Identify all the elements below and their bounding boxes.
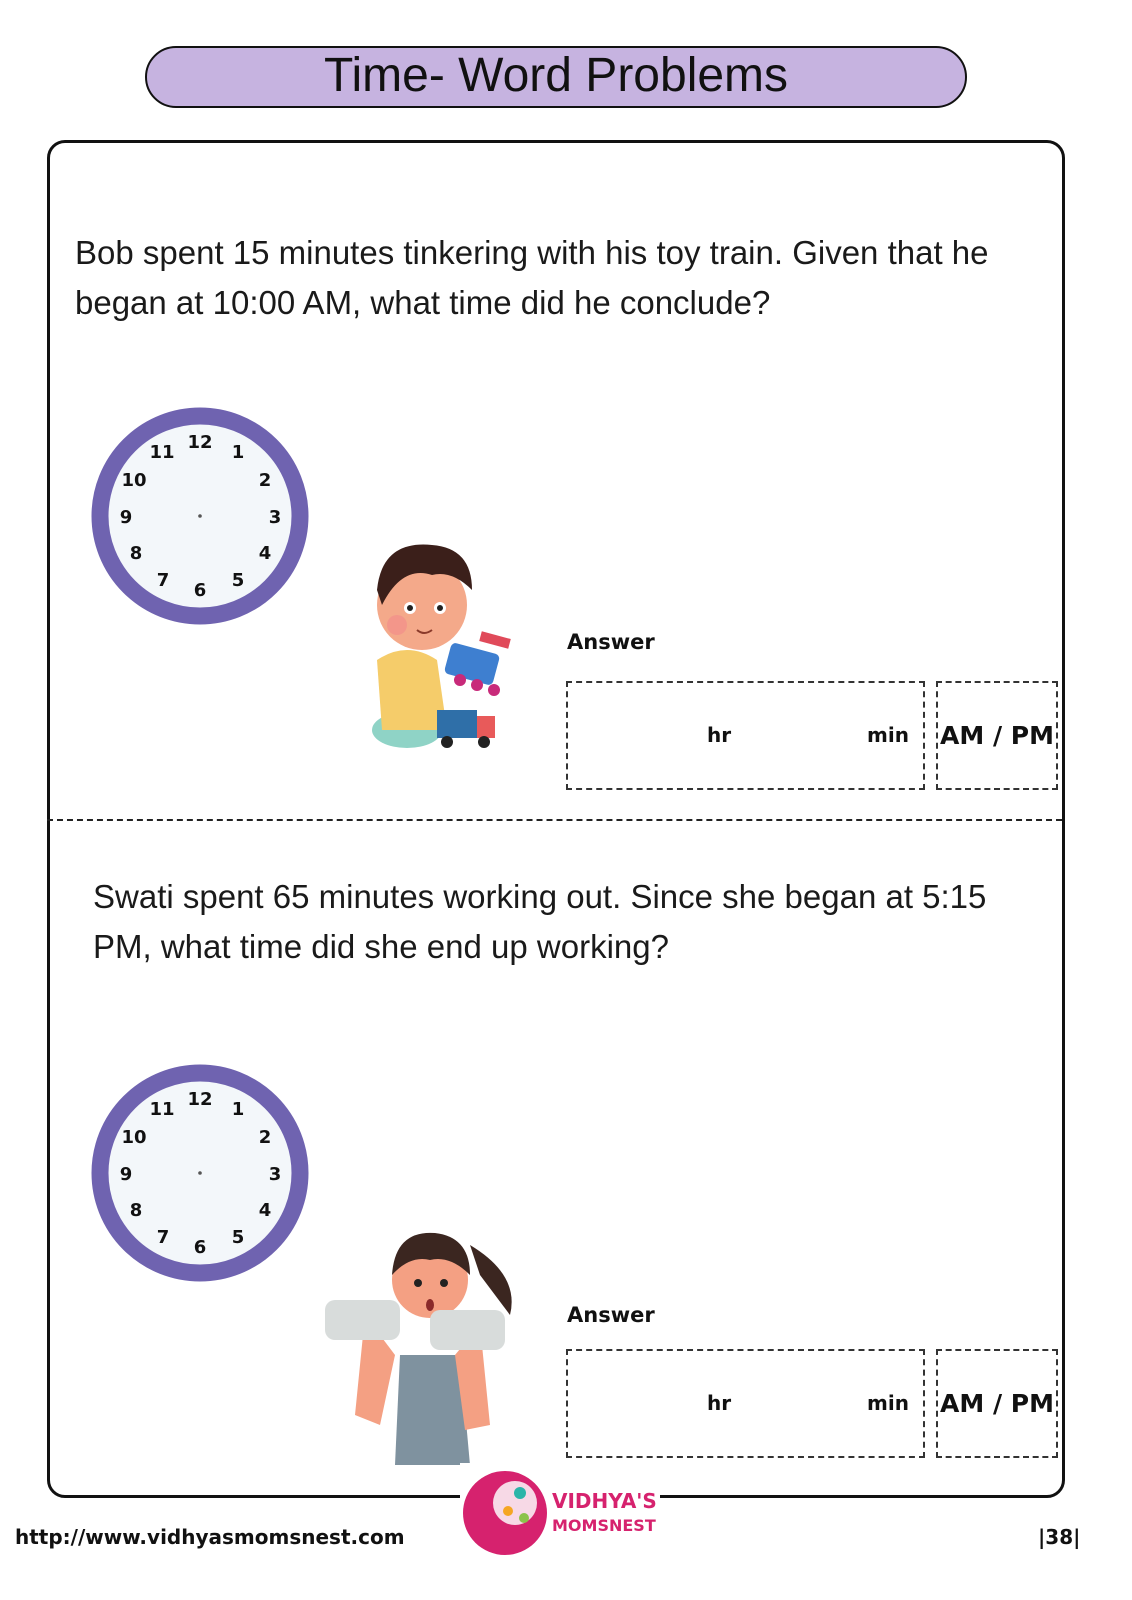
svg-text:5: 5: [231, 1227, 245, 1248]
svg-text:6: 6: [193, 580, 207, 601]
svg-text:12: 12: [187, 432, 213, 453]
svg-text:8: 8: [129, 1200, 143, 1221]
page-number: |38|: [1038, 1525, 1081, 1549]
hr-label: hr: [707, 1391, 732, 1415]
svg-text:1: 1: [231, 1099, 245, 1120]
svg-text:8: 8: [129, 543, 143, 564]
answer-label-1: Answer: [567, 630, 655, 654]
svg-text:2: 2: [258, 470, 272, 491]
svg-text:9: 9: [119, 507, 133, 528]
clock-face-icon: [90, 406, 310, 626]
ampm-label: AM / PM: [940, 721, 1054, 750]
footer-url-link[interactable]: http://www.vidhyasmomsnest.com: [15, 1525, 405, 1549]
question-1-text: Bob spent 15 minutes tinkering with his toy train. Given that he began at 10:00 AM, what time did he conclude?: [75, 234, 989, 321]
time-answer-box-2[interactable]: [566, 1349, 925, 1458]
svg-text:7: 7: [156, 1227, 170, 1248]
svg-text:6: 6: [193, 1237, 207, 1258]
svg-text:10: 10: [121, 1127, 147, 1148]
svg-text:11: 11: [149, 1099, 175, 1120]
min-label: min: [867, 1391, 909, 1415]
vidhyas-momsnest-logo: [460, 1463, 660, 1563]
boy-with-toy-train-illustration: [352, 530, 527, 760]
girl-with-dumbbells-illustration: [320, 1215, 530, 1465]
ampm-answer-box-1[interactable]: [936, 681, 1058, 790]
svg-text:7: 7: [156, 570, 170, 591]
svg-text:10: 10: [121, 470, 147, 491]
section-divider: [47, 819, 1062, 821]
question-2-text: Swati spent 65 minutes working out. Since she began at 5:15 PM, what time did she end up working?: [93, 878, 987, 965]
answer-label-2: Answer: [567, 1303, 655, 1327]
ampm-answer-box-2[interactable]: [936, 1349, 1058, 1458]
svg-text:12: 12: [187, 1089, 213, 1110]
svg-text:VIDHYA'S: VIDHYA'S: [552, 1489, 657, 1513]
svg-text:4: 4: [258, 543, 272, 564]
ampm-label: AM / PM: [940, 1389, 1054, 1418]
svg-text:3: 3: [268, 507, 282, 528]
svg-text:MOMSNEST: MOMSNEST: [552, 1516, 656, 1535]
page-title-banner: [145, 46, 967, 108]
hr-label: hr: [707, 723, 732, 747]
svg-text:1: 1: [231, 442, 245, 463]
svg-text:5: 5: [231, 570, 245, 591]
svg-text:4: 4: [258, 1200, 272, 1221]
svg-text:11: 11: [149, 442, 175, 463]
clock-face-icon: [90, 1063, 310, 1283]
svg-text:9: 9: [119, 1164, 133, 1185]
min-label: min: [867, 723, 909, 747]
svg-text:2: 2: [258, 1127, 272, 1148]
svg-text:3: 3: [268, 1164, 282, 1185]
page-title: Time- Word Problems: [323, 49, 789, 102]
time-answer-box-1[interactable]: [566, 681, 925, 790]
